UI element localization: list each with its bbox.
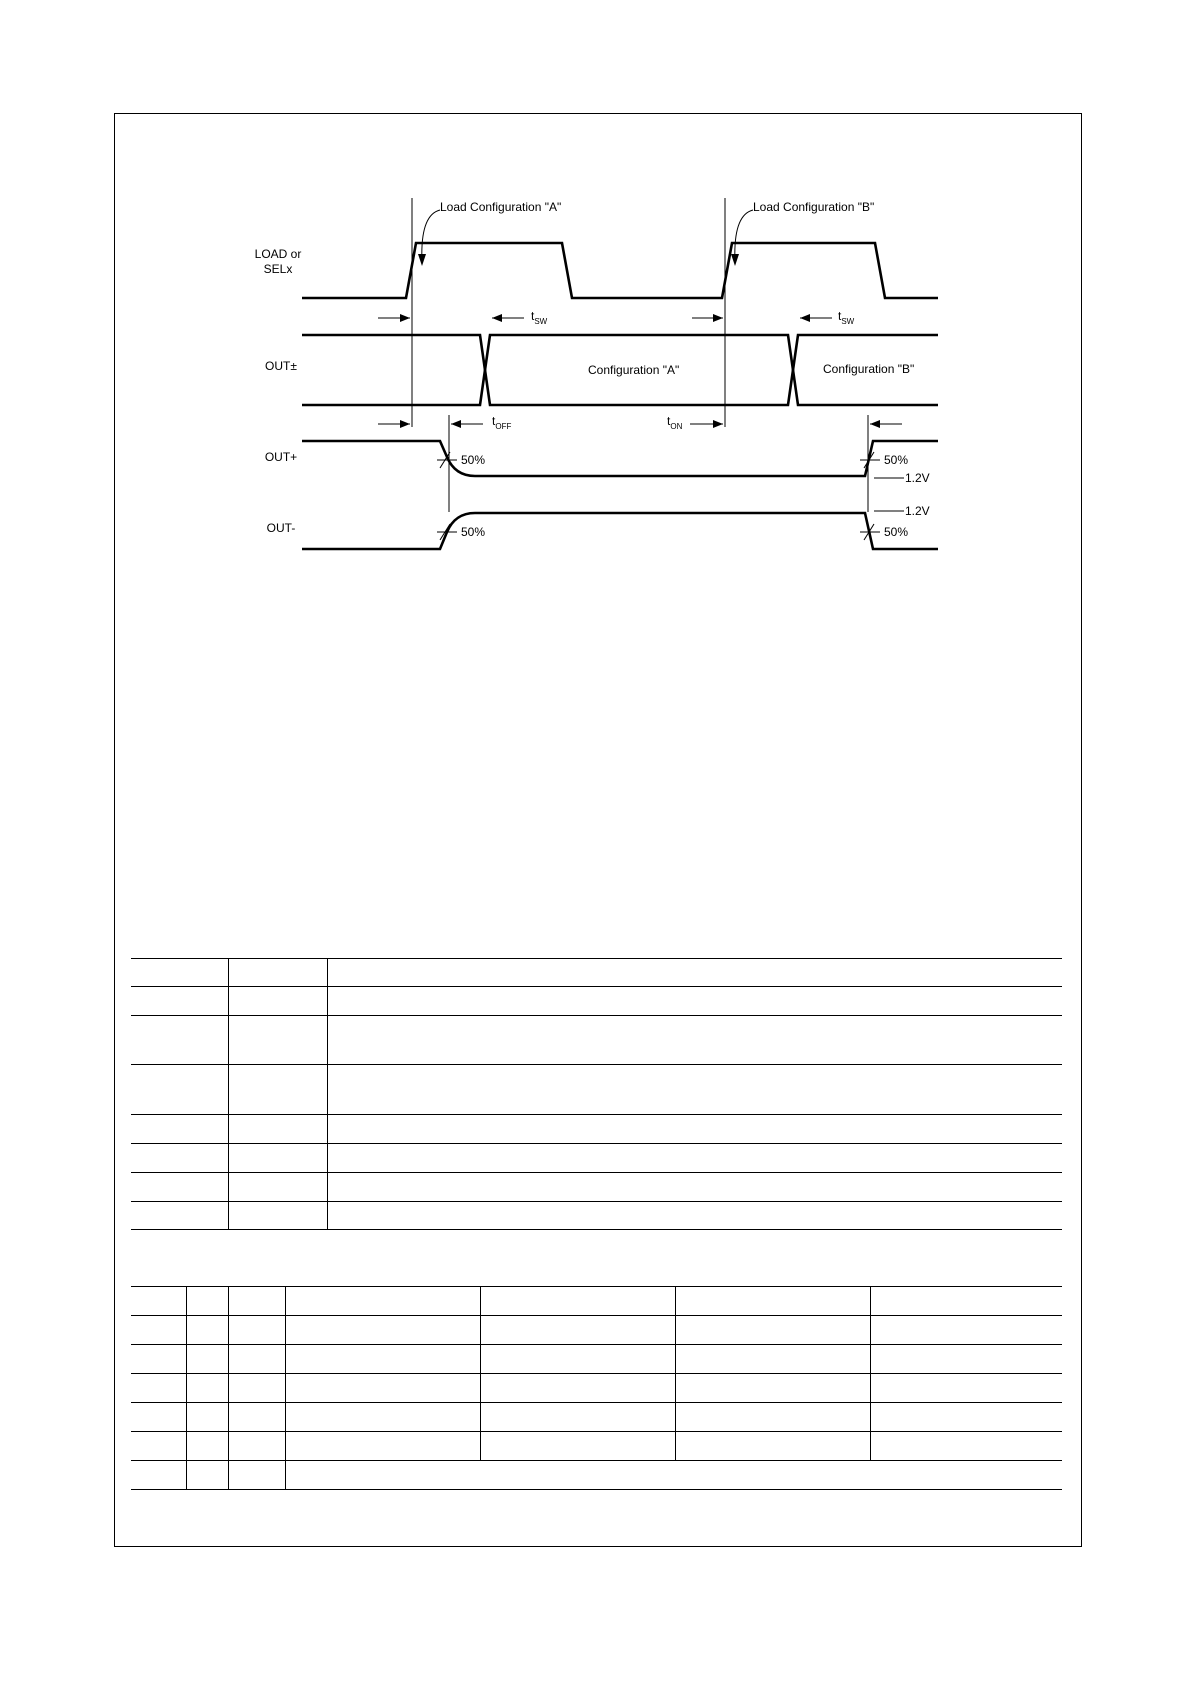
label-out-minus: OUT- <box>266 521 296 535</box>
label-config-a: Configuration "A" <box>588 363 680 377</box>
label-ton: $t_{ON}$ <box>667 414 683 431</box>
label-load-or: LOAD or <box>254 247 302 261</box>
label-50pct-4: 50% <box>884 525 909 539</box>
label-config-b: Configuration "B" <box>823 362 915 376</box>
label-out-plus: OUT+ <box>264 450 298 464</box>
label-load-config-b: Load Configuration "B" <box>753 200 875 214</box>
label-1p2v-1: 1.2V <box>905 471 930 485</box>
label-50pct-2: 50% <box>461 525 486 539</box>
label-50pct-1: 50% <box>461 453 486 467</box>
label-toff: $t_{OFF}$ <box>492 414 512 431</box>
empty-table-2 <box>131 1286 1062 1490</box>
label-50pct-3: 50% <box>884 453 909 467</box>
load-config-b-arrowhead <box>731 254 739 266</box>
label-1p2v-2: 1.2V <box>905 504 930 518</box>
out-plus-waveform <box>302 441 938 476</box>
label-tsw-1: $t_{SW}$ <box>531 309 548 326</box>
load-sel-waveform <box>302 243 938 298</box>
empty-table-1 <box>131 958 1062 1230</box>
load-config-a-arrowhead <box>418 254 426 266</box>
out-minus-waveform <box>302 513 938 549</box>
label-out-pm: OUT± <box>265 359 297 373</box>
timing-diagram <box>0 0 1191 620</box>
label-tsw-2: $t_{SW}$ <box>838 309 855 326</box>
fifty-percent-marks <box>437 452 880 540</box>
label-selx: SELx <box>263 262 293 276</box>
label-load-config-a: Load Configuration "A" <box>440 200 562 214</box>
